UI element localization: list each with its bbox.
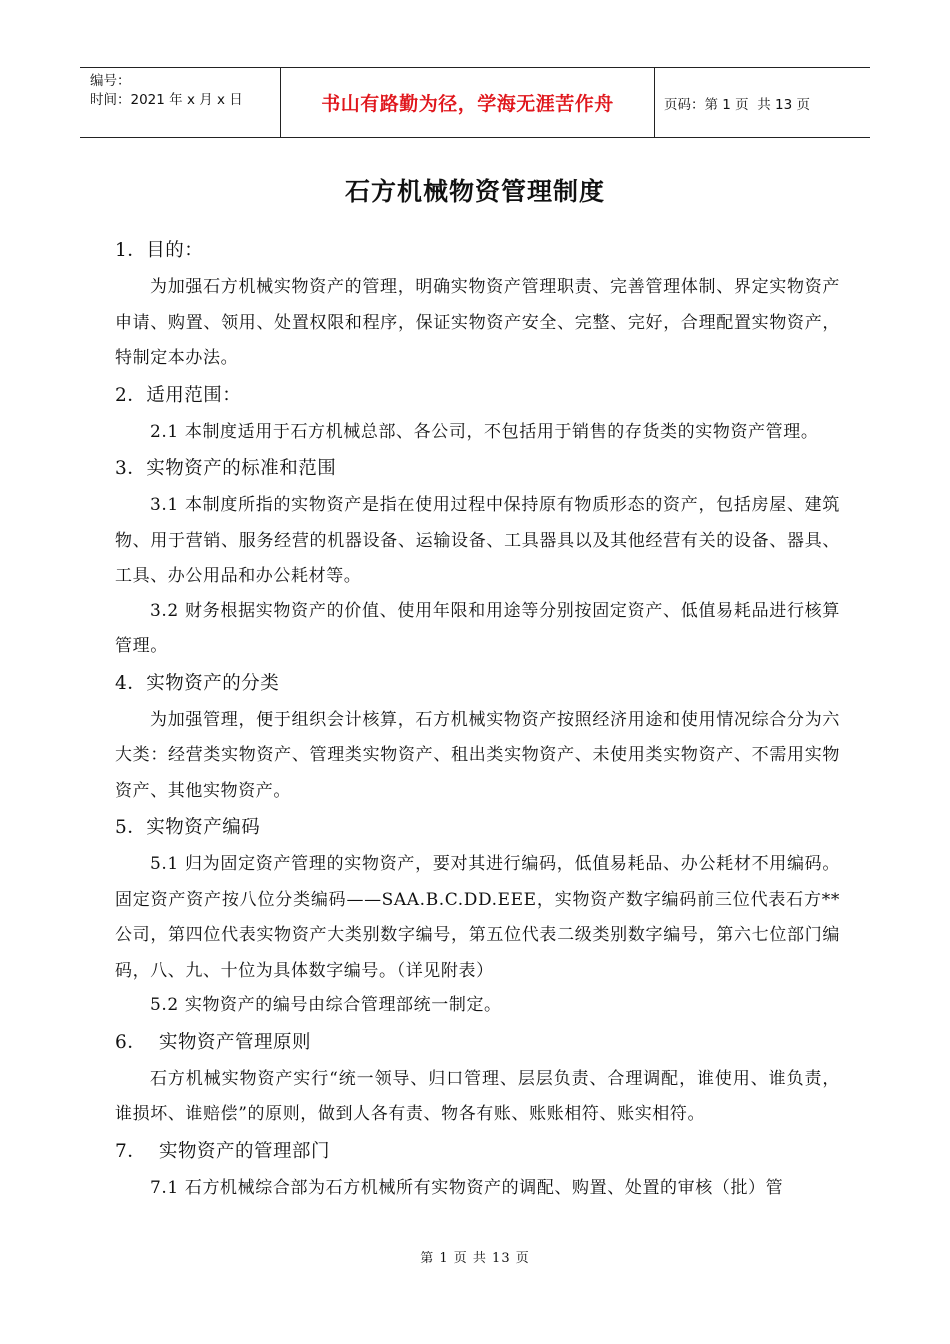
document-title: 石方机械物资管理制度 [344, 177, 605, 206]
section-heading-5: 5．实物资产编码 [115, 817, 261, 838]
page-footer: 第 1 页 共 13 页 [420, 1251, 530, 1266]
header-page-info: 页码：第 1 页 共 13 页 [664, 96, 811, 113]
section-paragraph: 3.1 本制度所指的实物资产是指在使用过程中保持原有物质形态的资产，包括房屋、建筑物、用于营销、服务经营的机器设备、运输设备、工具器具以及其他经营有关的设备、器具、工具、办公用品和办公耗材等。 [115, 495, 840, 586]
section-heading-6: 6． 实物资产管理原则 [115, 1031, 312, 1053]
section-paragraph: 石方机械实物资产实行“统一领导、归口管理、层层负责、合理调配，谁使用、谁负责，谁损坏、谁赔偿”的原则，做到人各有责、物各有账、账账相符、账实相符。 [115, 1068, 840, 1124]
section-paragraph: 2.1 本制度适用于石方机械总部、各公司，不包括用于销售的存货类的实物资产管理。 [150, 421, 819, 442]
section-heading-1: 1．目的： [115, 240, 204, 261]
document-body [115, 232, 840, 1206]
header-meta [80, 68, 280, 137]
section-paragraph: 为加强管理，便于组织会计核算，石方机械实物资产按照经济用途和使用情况综合分为六大类：经营类实物资产、管理类实物资产、租出类实物资产、未使用类实物资产、不需用实物资产、其他实物资产。 [115, 709, 840, 801]
section-paragraph: 3.2 财务根据实物资产的价值、使用年限和用途等分别按固定资产、低值易耗品进行核算管理。 [115, 600, 840, 656]
document-header [80, 67, 870, 138]
section-heading-2: 2．适用范围： [115, 384, 242, 406]
section-paragraph: 为加强石方机械实物资产的管理，明确实物资产管理职责、完善管理体制、界定实物资产申请、购置、领用、处置权限和程序，保证实物资产安全、完整、完好，合理配置实物资产，特制定本办法。 [115, 277, 840, 368]
section-paragraph: 7.1 石方机械综合部为石方机械所有实物资产的调配、购置、处置的审核（批）管 [150, 1177, 784, 1198]
section-heading-4: 4．实物资产的分类 [115, 672, 280, 694]
section-heading-3: 3．实物资产的标准和范围 [115, 458, 337, 479]
code-label: 编号： [90, 73, 131, 89]
section-paragraph: 5.1 归为固定资产管理的实物资产，要对其进行编码，低值易耗品、办公耗材不用编码。固定资产资产按八位分类编码——SAA.B.C.DD.EEE，实物资产数字编码前三位代表石方**公司，第四位代表实物资产大类别数字编号，第五位代表二级类别数字编号，第六七位部门编码，八、九、十位为具体数字编号。（详见附表） [115, 854, 840, 981]
section-paragraph: 5.2 实物资产的编号由综合管理部统一制定。 [150, 995, 502, 1015]
header-motto: 书山有路勤为径，学海无涯苦作舟 [280, 68, 655, 137]
section-heading-7: 7． 实物资产的管理部门 [115, 1140, 331, 1162]
time-label: 时间：2021 年 x 月 x 日 [90, 92, 243, 108]
